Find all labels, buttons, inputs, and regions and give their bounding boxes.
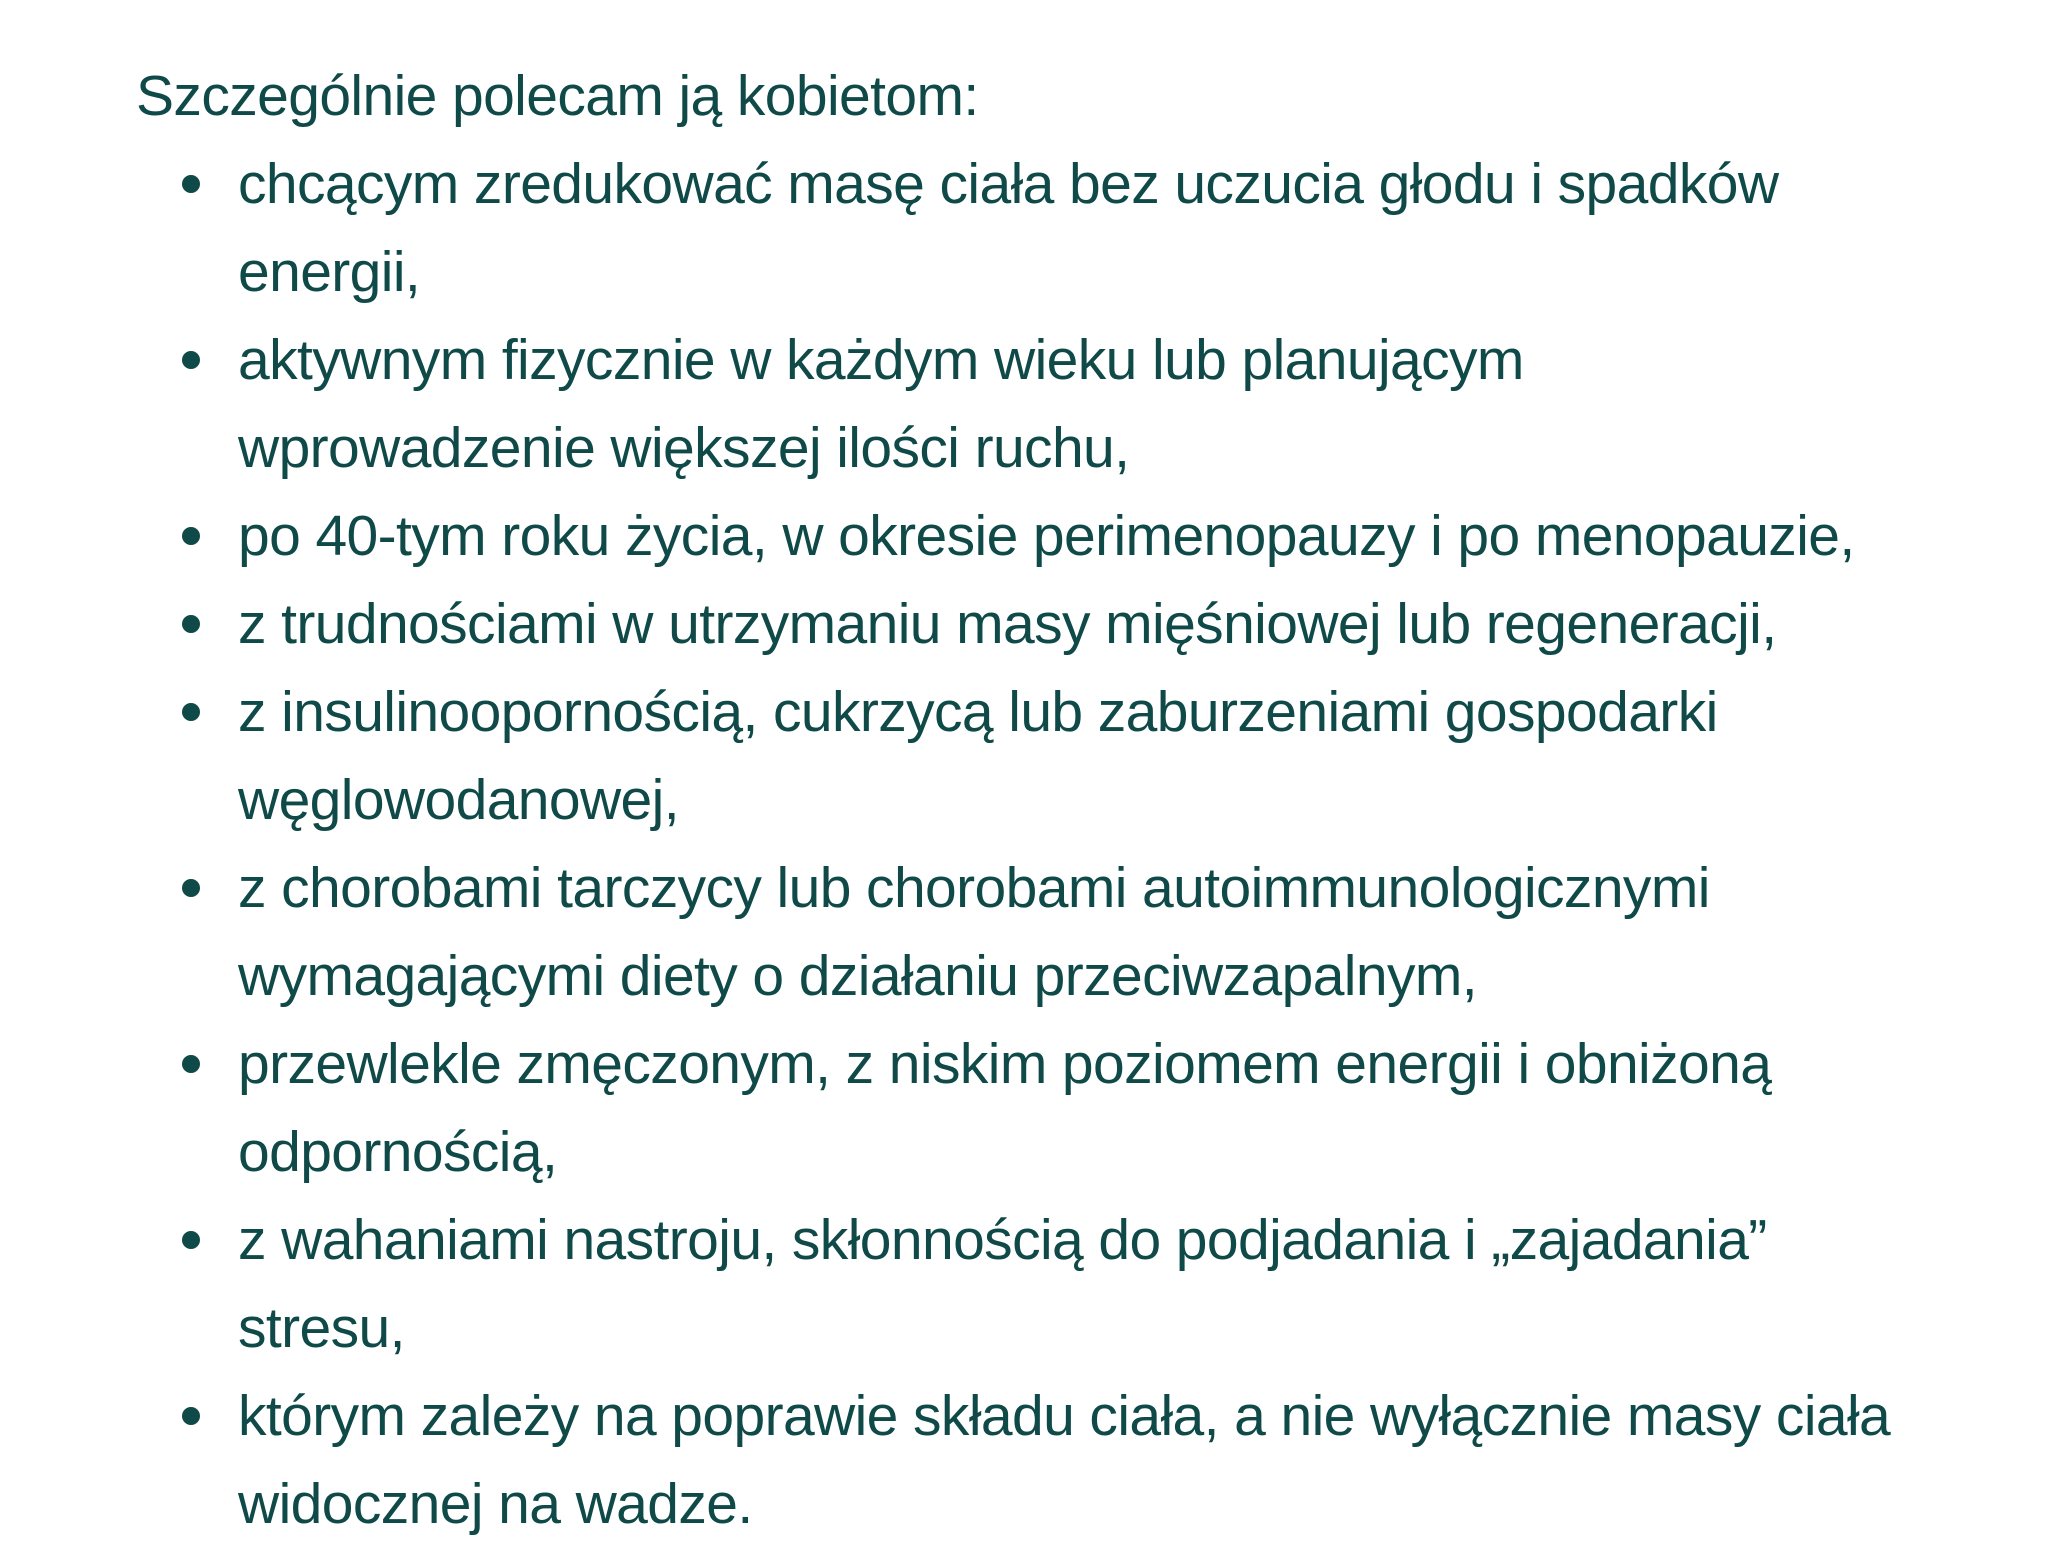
list-item-line: z insulinoopornością, cukrzycą lub zaburzeniami gospodarki bbox=[238, 680, 1718, 744]
list-item-line: aktywnym fizycznie w każdym wieku lub planującym bbox=[238, 328, 1524, 392]
bullet-icon bbox=[182, 703, 200, 721]
recommendation-list bbox=[136, 140, 2016, 1548]
list-item bbox=[238, 1020, 2016, 1196]
list-item bbox=[238, 1372, 2016, 1548]
bullet-icon bbox=[182, 351, 200, 369]
list-item-line: wprowadzenie większej ilości ruchu, bbox=[238, 416, 1130, 480]
list-item bbox=[238, 844, 2016, 1020]
list-item-line: wymagającymi diety o działaniu przeciwzapalnym, bbox=[238, 944, 1477, 1008]
list-item bbox=[238, 1196, 2016, 1372]
bullet-icon bbox=[182, 879, 200, 897]
list-item-line: po 40-tym roku życia, w okresie perimenopauzy i po menopauzie, bbox=[238, 504, 1855, 568]
list-item-line: węglowodanowej, bbox=[238, 768, 679, 832]
list-item-line: którym zależy na poprawie składu ciała, a nie wyłącznie masy ciała bbox=[238, 1384, 1891, 1448]
list-item bbox=[238, 140, 2016, 316]
list-item-line: z chorobami tarczycy lub chorobami autoimmunologicznymi bbox=[238, 856, 1710, 920]
list-item-line: stresu, bbox=[238, 1296, 405, 1360]
bullet-icon bbox=[182, 1055, 200, 1073]
bullet-icon bbox=[182, 1231, 200, 1249]
article-content bbox=[136, 52, 2016, 1548]
bullet-icon bbox=[182, 527, 200, 545]
bullet-icon bbox=[182, 1407, 200, 1425]
list-item bbox=[238, 316, 2016, 492]
list-item-line: chcącym zredukować masę ciała bez uczucia głodu i spadków bbox=[238, 152, 1779, 216]
list-item bbox=[238, 580, 2016, 668]
bullet-icon bbox=[182, 615, 200, 633]
list-item-line: widocznej na wadze. bbox=[238, 1472, 753, 1536]
bullet-icon bbox=[182, 175, 200, 193]
list-item-line: przewlekle zmęczonym, z niskim poziomem energii i obniżoną bbox=[238, 1032, 1772, 1096]
list-item bbox=[238, 492, 2016, 580]
intro-text: Szczególnie polecam ją kobietom: bbox=[136, 64, 979, 128]
list-item-line: z trudnościami w utrzymaniu masy mięśniowej lub regeneracji, bbox=[238, 592, 1777, 656]
list-item-line: z wahaniami nastroju, skłonnością do podjadania i „zajadania” bbox=[238, 1208, 1767, 1272]
list-item-line: odpornością, bbox=[238, 1120, 558, 1184]
list-item bbox=[238, 668, 2016, 844]
list-item-line: energii, bbox=[238, 240, 421, 304]
